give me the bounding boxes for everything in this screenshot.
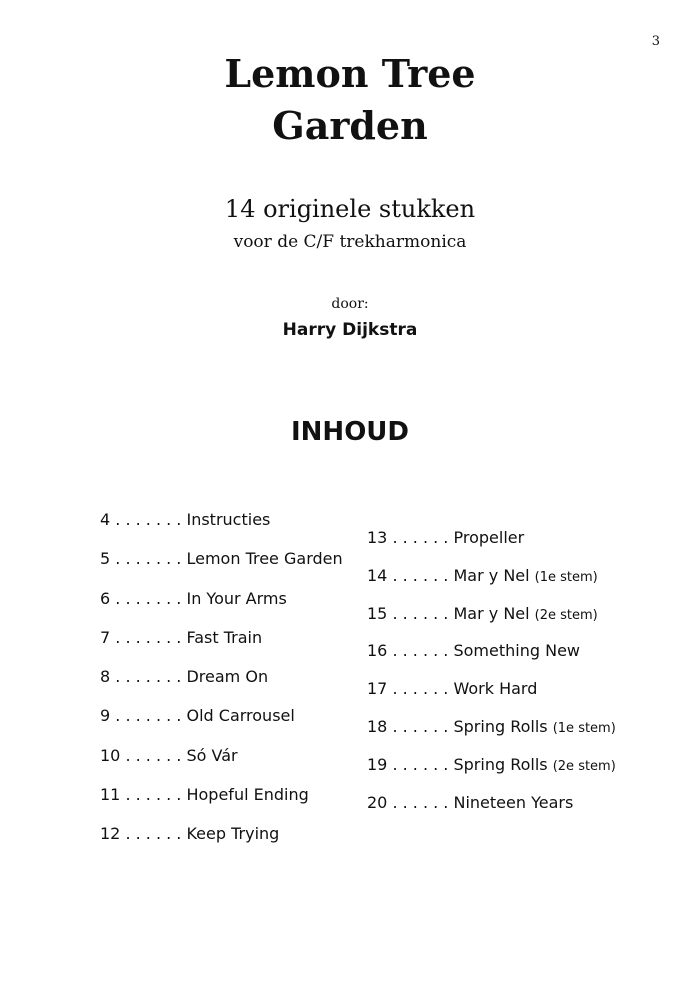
toc-column-left [100, 508, 343, 862]
toc-note: (2e stem) [534, 607, 598, 623]
toc-entry[interactable] [367, 639, 616, 677]
toc-leader-dots: . . . . . . [387, 565, 454, 585]
toc-entry[interactable] [100, 587, 343, 626]
toc-leader-dots: . . . . . . [387, 679, 454, 699]
title-line-1: Lemon Tree [224, 51, 476, 96]
toc-leader-dots: . . . . . . . [110, 627, 187, 647]
toc-page-number: 6 [100, 588, 111, 608]
toc-entry[interactable] [100, 508, 343, 547]
toc-title: Keep Trying [186, 824, 280, 844]
toc-leader-dots: . . . . . . [387, 603, 454, 623]
toc-entry[interactable] [367, 677, 616, 715]
toc-page-number: 18 [367, 716, 388, 736]
toc-title: In Your Arms [186, 588, 287, 608]
toc-title: Lemon Tree Garden [186, 549, 343, 569]
title-line-2: Garden [272, 103, 428, 148]
toc-page-number: 5 [100, 549, 111, 569]
toc-entry[interactable] [100, 547, 343, 586]
toc-column-right [367, 526, 616, 828]
toc-entry[interactable] [367, 715, 616, 753]
toc-entry[interactable] [100, 744, 343, 783]
subtitle: 14 originele stukken [224, 195, 476, 223]
toc-title: Só Vár [186, 745, 238, 765]
author-name: Harry Dijkstra [282, 320, 418, 340]
toc-title: Mar y Nel [453, 603, 530, 623]
toc-note: (1e stem) [552, 720, 616, 736]
toc-entry[interactable] [367, 753, 616, 791]
toc-page-number: 13 [367, 528, 388, 547]
toc-entry[interactable] [367, 791, 616, 829]
toc-title: Fast Train [186, 627, 263, 647]
toc-page-number: 11 [100, 785, 121, 805]
toc-title: Propeller [453, 528, 525, 547]
toc-leader-dots: . . . . . . [387, 641, 454, 661]
toc-title: Nineteen Years [453, 792, 574, 812]
page-number: 3 [651, 34, 660, 49]
toc-title: Hopeful Ending [186, 785, 309, 805]
toc-leader-dots: . . . . . . . [110, 667, 187, 687]
toc-entry[interactable] [367, 526, 616, 564]
toc-entry[interactable] [367, 564, 616, 602]
toc-page-number: 7 [100, 627, 111, 647]
author-prefix: door: [331, 296, 369, 312]
toc-title: Instructies [186, 510, 271, 529]
toc-leader-dots: . . . . . . . [110, 588, 187, 608]
toc-entry[interactable] [100, 704, 343, 743]
toc-title: Something New [453, 641, 580, 661]
toc-page-number: 17 [367, 679, 388, 699]
toc-title: Dream On [186, 667, 269, 687]
toc-page-number: 9 [100, 706, 111, 726]
toc-entry[interactable] [367, 602, 616, 640]
toc-page-number: 16 [367, 641, 388, 661]
toc-leader-dots: . . . . . . . [110, 706, 187, 726]
toc-entry[interactable] [100, 822, 343, 861]
toc-leader-dots: . . . . . . . [110, 510, 187, 529]
toc-leader-dots: . . . . . . [387, 716, 454, 736]
subtitle-instrument: voor de C/F trekharmonica [233, 232, 467, 252]
toc-page-number: 14 [367, 565, 388, 585]
toc-leader-dots: . . . . . . [387, 754, 454, 774]
toc-entry[interactable] [100, 783, 343, 822]
toc-title: Work Hard [453, 679, 538, 699]
toc-title: Spring Rolls [453, 716, 548, 736]
toc-page-number: 10 [100, 745, 121, 765]
toc-leader-dots: . . . . . . [120, 824, 187, 844]
page-title [0, 48, 700, 152]
toc-title: Old Carrousel [186, 706, 295, 726]
toc-entry[interactable] [100, 665, 343, 704]
toc-page-number: 8 [100, 667, 111, 687]
toc-heading: INHOUD [291, 417, 409, 447]
toc-page-number: 20 [367, 792, 388, 812]
toc-note: (2e stem) [552, 758, 616, 774]
toc-leader-dots: . . . . . . [387, 792, 454, 812]
toc-leader-dots: . . . . . . [387, 528, 454, 547]
toc-page-number: 19 [367, 754, 388, 774]
toc-entry[interactable] [100, 626, 343, 665]
toc-leader-dots: . . . . . . [120, 785, 187, 805]
toc-page-number: 4 [100, 510, 111, 529]
toc-leader-dots: . . . . . . [120, 745, 187, 765]
toc-page-number: 12 [100, 824, 121, 844]
toc-page-number: 15 [367, 603, 388, 623]
toc-title: Spring Rolls [453, 754, 548, 774]
toc-title: Mar y Nel [453, 565, 530, 585]
toc-leader-dots: . . . . . . . [110, 549, 187, 569]
toc-note: (1e stem) [534, 569, 598, 585]
